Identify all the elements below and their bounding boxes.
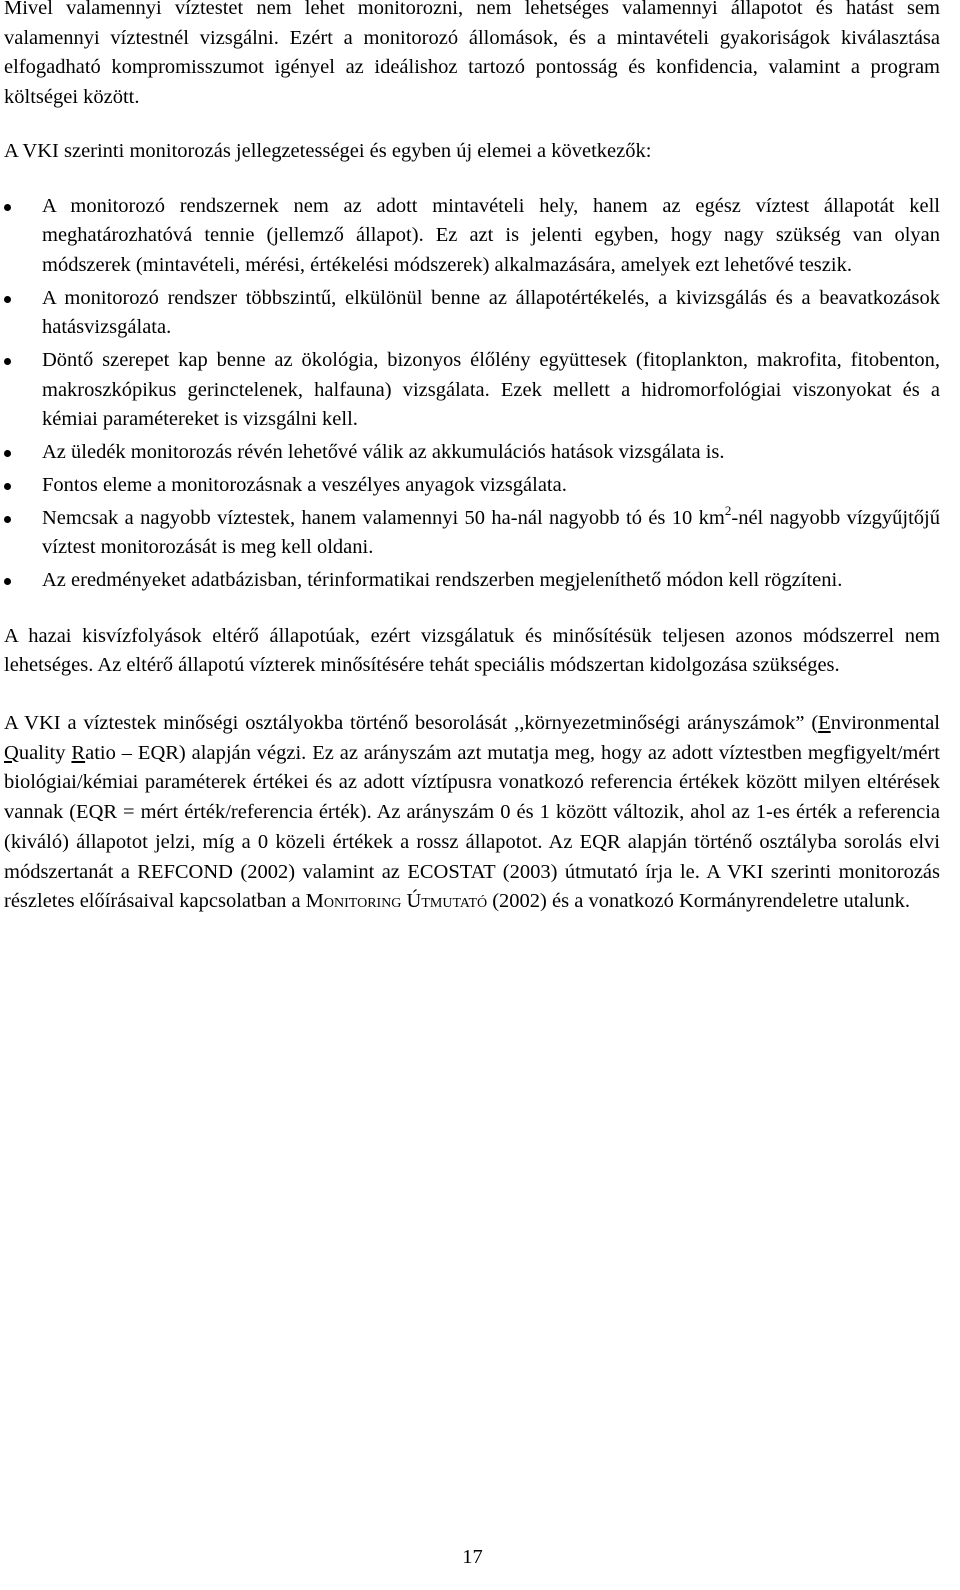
small-streams-paragraph: A hazai kisvízfolyások eltérő állapotúak, ezért vizsgálatuk és minősítésük teljesen azonos módszerrel nem lehetséges. Az eltérő állapotú vízterek minősítésére tehát speciális módszertan kidolgozása szükséges.: [4, 624, 940, 677]
list-item: [4, 284, 940, 343]
list-item: [4, 346, 940, 435]
bullet-icon: [4, 516, 11, 523]
list-item-text-km-after: -nél nagyobb vízgyűjtőjű víztest monitorozását is meg kell oldani.: [42, 506, 940, 559]
bullet-icon: [4, 296, 11, 303]
list-item-text-km-before: Nemcsak a nagyobb víztestek, hanem valamennyi 50 ha-nál nagyobb tó és 10 km: [42, 506, 725, 529]
bullet-icon: [4, 204, 11, 211]
eqr-text-1: A VKI a víztestek minőségi osztályokba történő besorolását ,,környezetminőségi arányszámok” (: [4, 712, 819, 735]
list-item: [4, 192, 940, 281]
eqr-paragraph: [4, 709, 940, 917]
eqr-underlined-r: R: [71, 741, 86, 764]
list-item: [4, 566, 940, 596]
eqr-text-3: uality: [18, 741, 72, 764]
bullet-icon: [4, 483, 11, 490]
list-item: [4, 504, 940, 563]
eqr-underlined-e: E: [818, 712, 831, 735]
features-list: [4, 192, 940, 596]
eqr-text-4: atio – EQR) alapján végzi. Ez az arányszám azt mutatja meg, hogy az adott víztestben megfigyelt/mért biológiai/kémiai paraméterek értékei és az adott víztípusra vonatkozó referencia értékek között milyen eltérések vannak (EQR = mért érték/referencia érték). Az arányszám 0 és 1 között változik, ahol az 1-es érték a referencia (kiváló) állapotot jelzi, míg a 0 közeli értékek a rossz állapotot. Az EQR alapján történő osztályba sorolás elvi módszertanát a REFCOND (2002) valamint az ECOSTAT (2003) útmutató írja le. A VKI szerinti monitorozás részletes előírásaival kapcsolatban a: [4, 741, 940, 913]
intro-paragraph: Mivel valamennyi víztestet nem lehet monitorozni, nem lehetséges valamennyi állapotot és hatást sem valamennyi víztestnél vizsgálni. Ezért a monitorozó állomások, és a mintavételi gyakoriságok kiválasztása elfogadható kompromisszumot igényel az ideálishoz tartozó pontosság és konfidencia, valamint a program költségei között.: [4, 0, 940, 109]
list-item-text: Döntő szerepet kap benne az ökológia, bizonyos élőlény együttesek (fitoplankton, makrofita, fitobenton, makroszkópikus gerinctelenek, halfauna) vizsgálata. Ezek mellett a hidromorfológiai viszonyokat és a kémiai paramétereket is vizsgálni kell.: [42, 349, 940, 431]
bullet-icon: [4, 450, 11, 457]
document-page: [4, 0, 940, 917]
eqr-underlined-q: Q: [4, 741, 19, 764]
page-number: 17: [462, 1546, 483, 1568]
bullet-icon: [4, 358, 11, 365]
list-item: [4, 471, 940, 501]
monitoring-guide-title: Monitoring Útmutató: [305, 890, 488, 913]
list-item-text: A monitorozó rendszer többszintű, elkülönül benne az állapotértékelés, a kivizsgálás és a beavatkozások hatásvizsgálata.: [42, 286, 940, 339]
list-item: [4, 438, 940, 468]
superscript: 2: [724, 502, 732, 518]
eqr-text-2: nvironmental: [830, 712, 940, 735]
features-heading: A VKI szerinti monitorozás jellegzetességei és egyben új elemei a következők:: [4, 139, 652, 162]
list-item-text: Az eredményeket adatbázisban, térinformatikai rendszerben megjeleníthető módon kell rögzíteni.: [42, 568, 843, 591]
list-item-text: A monitorozó rendszernek nem az adott mintavételi hely, hanem az egész víztest állapotát kell meghatározhatóvá tennie (jellemző állapot). Ez azt is jelenti egyben, hogy nagy szükség van olyan módszerek (mintavételi, mérési, értékelési módszerek) alkalmazására, amelyek ezt lehetővé teszik.: [42, 194, 940, 276]
bullet-icon: [4, 578, 11, 585]
list-item-text: Fontos eleme a monitorozásnak a veszélyes anyagok vizsgálata.: [42, 473, 567, 496]
list-item-text: Az üledék monitorozás révén lehetővé válik az akkumulációs hatások vizsgálata is.: [42, 441, 725, 464]
eqr-text-5: (2002) és a vonatkozó Kormányrendeletre utalunk.: [487, 890, 911, 913]
